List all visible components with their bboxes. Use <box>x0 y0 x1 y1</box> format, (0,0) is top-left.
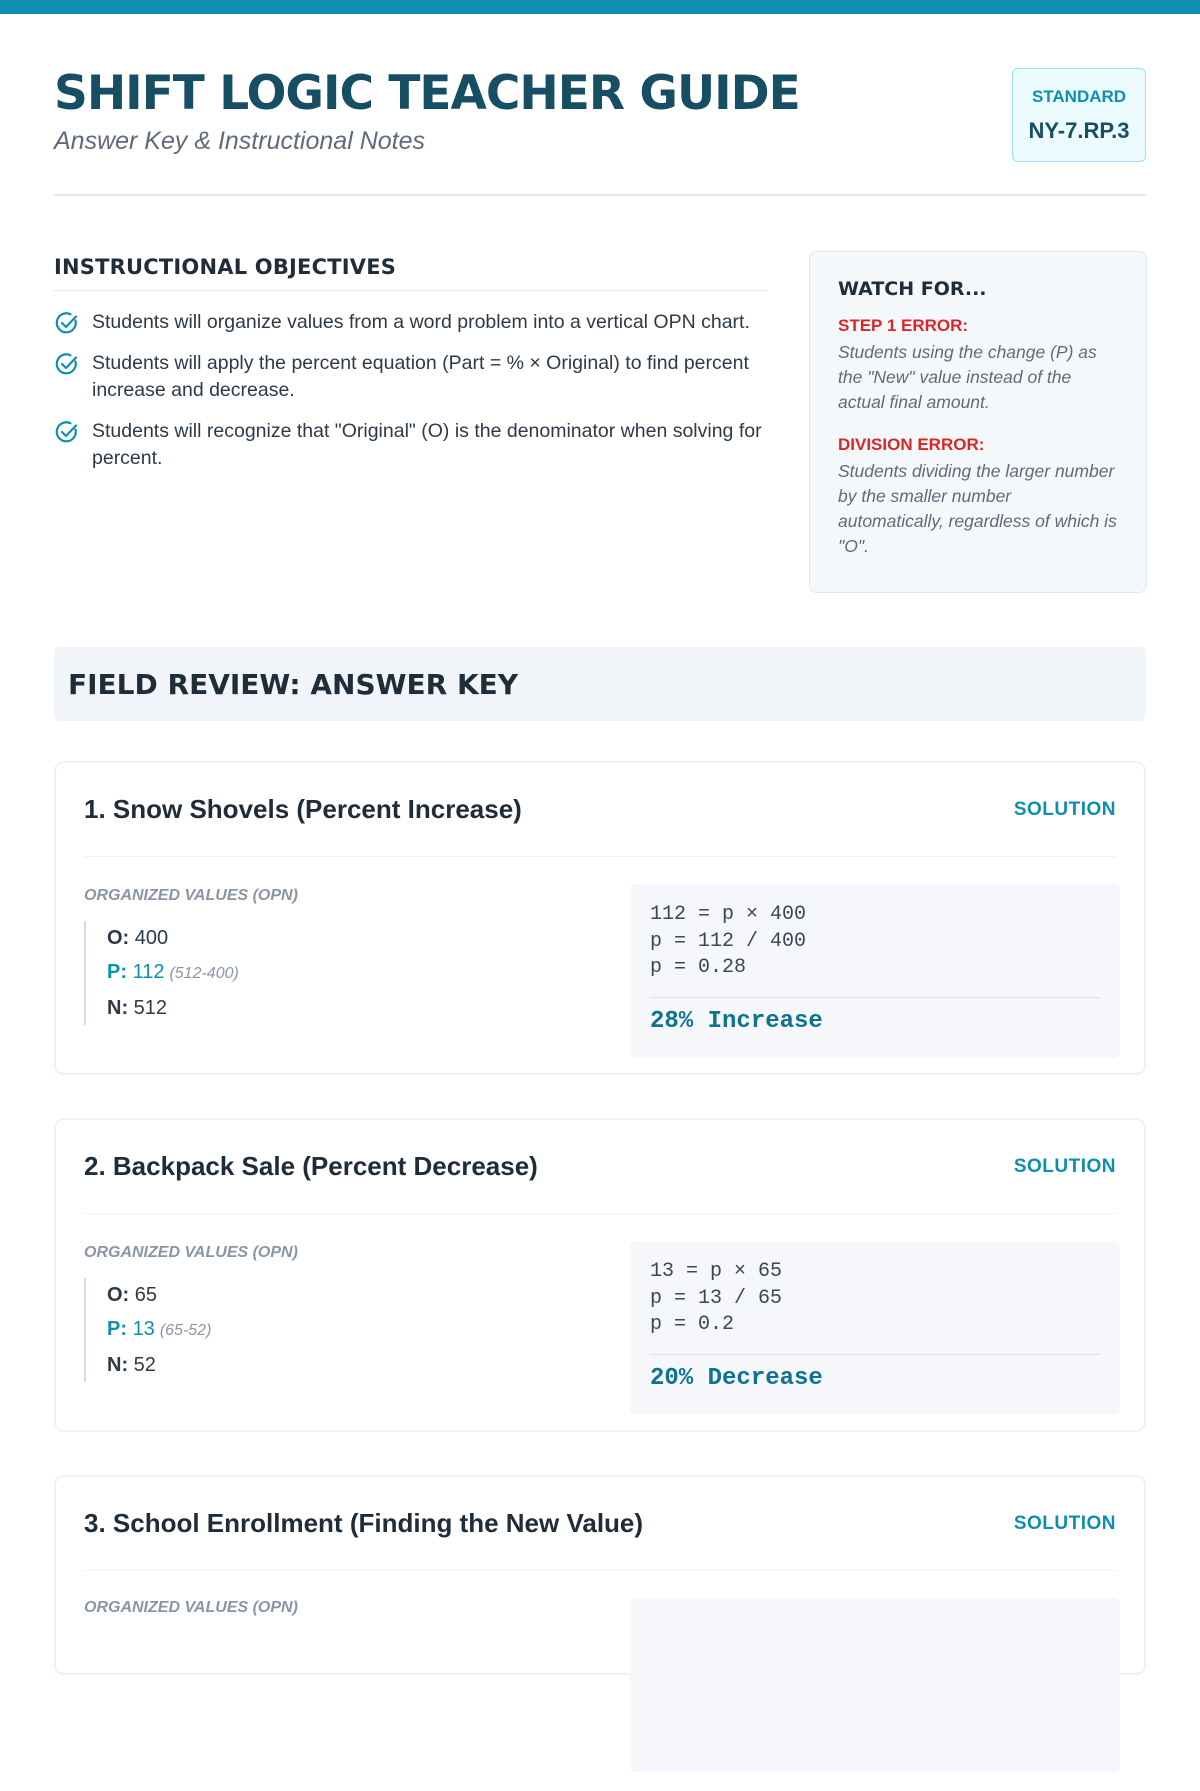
error-label: STEP 1 ERROR: <box>838 316 969 335</box>
work-line: p = 112 / 400 <box>650 929 807 953</box>
watch-for-box <box>809 251 1147 593</box>
opn-value: 52 <box>133 1354 156 1376</box>
error-description: Students using the change (P) as the "New" value instead of the actual final amount. <box>838 342 1097 412</box>
solution-work <box>630 884 1120 1058</box>
problem-header <box>84 1120 1116 1214</box>
opn-note: (512-400) <box>169 965 239 982</box>
check-circle-icon <box>54 310 80 336</box>
opn-chart <box>84 921 239 1025</box>
opn-value: 13 <box>132 1318 155 1340</box>
opn-value: 112 <box>132 961 165 983</box>
solution-work <box>630 1598 1120 1772</box>
error-description: Students dividing the larger number by the smaller number automatically, regardless of which is "O". <box>838 461 1117 556</box>
instructional-objectives <box>54 255 768 486</box>
objective-item <box>54 418 768 472</box>
error-label: DIVISION ERROR: <box>838 435 985 454</box>
problem-card <box>54 1118 1146 1432</box>
opn-key: N: <box>107 1354 129 1376</box>
opn-new-row <box>107 991 239 1025</box>
objective-item <box>54 350 768 404</box>
check-circle-icon <box>54 419 80 445</box>
problem-card <box>54 1475 1146 1675</box>
objective-text: Students will recognize that "Original" (O) is the denominator when solving for percent. <box>92 420 762 469</box>
work-line: p = 0.28 <box>650 956 747 979</box>
solution-label: SOLUTION <box>1013 798 1116 820</box>
opn-key: O: <box>107 927 130 949</box>
solution-work <box>630 1241 1120 1415</box>
solution-label: SOLUTION <box>1013 1512 1116 1534</box>
field-review-heading <box>54 647 1146 721</box>
work-line: 112 = p × 400 <box>650 903 807 926</box>
opn-key: P: <box>107 961 127 983</box>
watch-for-title: WATCH FOR... <box>838 278 987 300</box>
opn-value: 65 <box>134 1284 158 1306</box>
standard-value: NY-7.RP.3 <box>1028 118 1130 143</box>
problem-title: 2. Backpack Sale (Percent Decrease) <box>84 1151 538 1181</box>
work-line: p = 13 / 65 <box>650 1286 783 1310</box>
work-line: 13 = p × 65 <box>650 1260 783 1283</box>
check-circle-icon <box>54 351 80 377</box>
solution-answer: 20% Decrease <box>650 1354 1100 1392</box>
page-subtitle: Answer Key & Instructional Notes <box>54 127 425 155</box>
standard-badge <box>1012 68 1146 162</box>
top-accent-bar <box>0 0 1200 14</box>
opn-original-row <box>107 1278 211 1312</box>
opn-value: 512 <box>133 997 168 1019</box>
problem-header <box>84 763 1116 857</box>
opn-original-row <box>107 921 239 955</box>
problem-header <box>84 1477 1116 1571</box>
page-header <box>54 62 1146 196</box>
objectives-heading: INSTRUCTIONAL OBJECTIVES <box>54 255 768 291</box>
work-line: p = 0.2 <box>650 1313 735 1336</box>
opn-part-row <box>107 955 239 991</box>
opn-part-row <box>107 1312 211 1348</box>
field-review-title: FIELD REVIEW: ANSWER KEY <box>68 667 519 701</box>
objective-text: Students will organize values from a word problem into a vertical OPN chart. <box>92 311 750 333</box>
problem-body <box>84 857 1116 1077</box>
opn-key: N: <box>107 997 129 1019</box>
page-title: SHIFT LOGIC TEACHER GUIDE <box>54 66 800 121</box>
objective-text: Students will apply the percent equation (Part = % × Original) to find percent increase and decrease. <box>92 352 749 401</box>
opn-new-row <box>107 1348 211 1382</box>
opn-label: ORGANIZED VALUES (OPN) <box>84 1244 298 1261</box>
opn-value: 400 <box>134 927 169 949</box>
opn-note: (65-52) <box>159 1322 212 1339</box>
problem-body <box>84 1571 1116 1791</box>
standard-label: STANDARD <box>1031 87 1127 106</box>
opn-label: ORGANIZED VALUES (OPN) <box>84 1599 298 1616</box>
objectives-list <box>54 309 768 472</box>
problem-body <box>84 1214 1116 1434</box>
opn-chart <box>84 1278 211 1382</box>
solution-label: SOLUTION <box>1013 1155 1116 1177</box>
opn-label: ORGANIZED VALUES (OPN) <box>84 887 298 904</box>
solution-answer: 28% Increase <box>650 997 1100 1035</box>
opn-key: O: <box>107 1284 130 1306</box>
problem-title: 3. School Enrollment (Finding the New Value) <box>84 1508 644 1538</box>
problem-title: 1. Snow Shovels (Percent Increase) <box>84 794 522 824</box>
objective-item <box>54 309 768 336</box>
opn-key: P: <box>107 1318 127 1340</box>
problem-card <box>54 761 1146 1075</box>
